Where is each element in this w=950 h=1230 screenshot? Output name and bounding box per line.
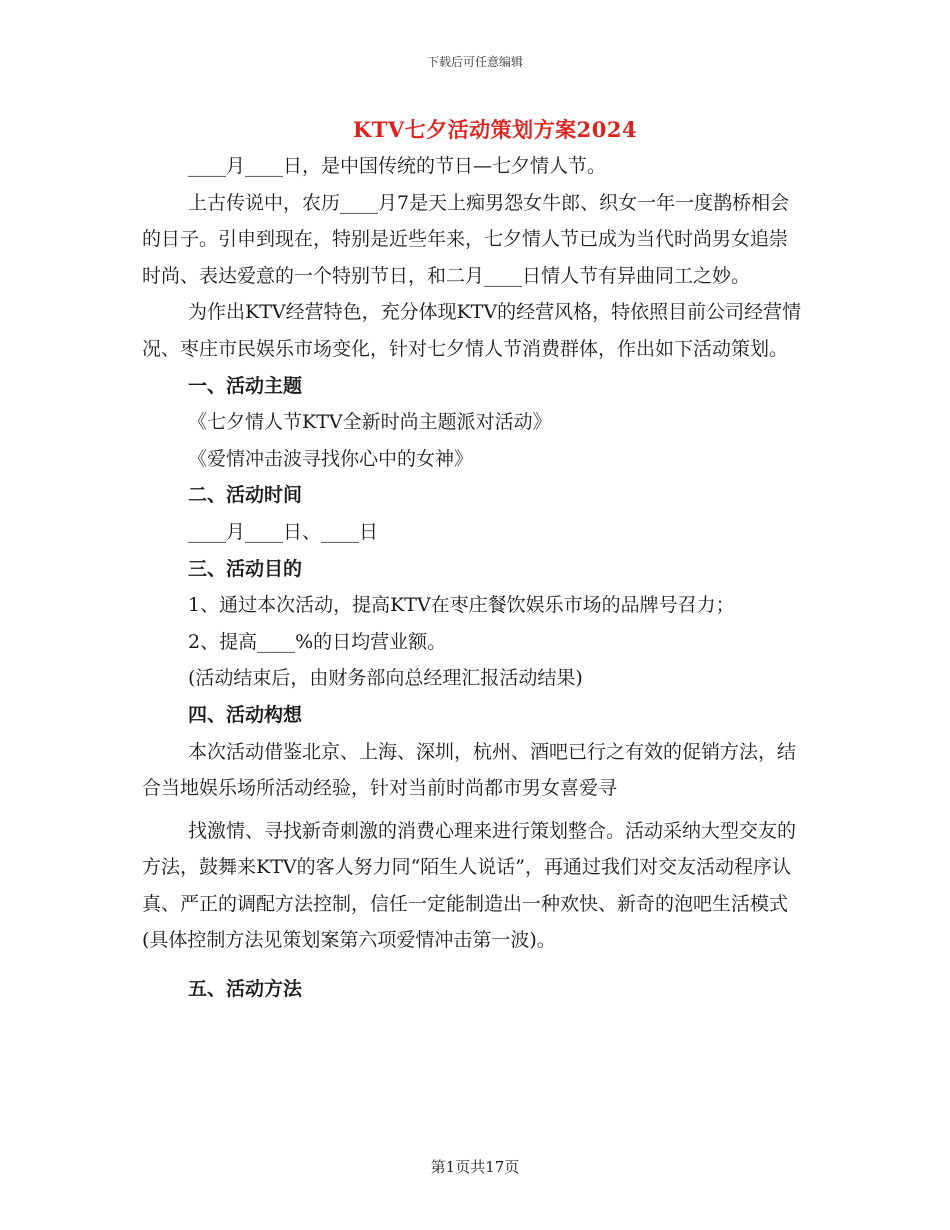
purpose-line-2: 2、提高____%的日均营业额。 xyxy=(188,630,447,653)
section-heading-time: 二、活动时间 xyxy=(188,484,303,507)
document-body xyxy=(142,148,802,1008)
section-heading-concept: 四、活动构想 xyxy=(188,703,303,726)
document-title: KTV七夕活动策划方案2024 xyxy=(352,117,638,142)
concept-paragraph-2: 找激情、寻找新奇刺激的消费心理来进行策划整合。活动采纳大型交友的方法，鼓舞来KTV的客人努力同“陌生人说话”，再通过我们对交友活动程序认真、严正的调配方法控制，信任一定能制造出一种欢快、新奇的泡吧生活模式(具体控制方法见策划案第六项爱情冲击第一波)。 xyxy=(142,819,797,952)
purpose-line-3: (活动结束后，由财务部向总经理汇报活动结果) xyxy=(188,667,583,690)
page-header: 下载后可任意编辑 xyxy=(426,55,523,69)
theme-line-2: 《爱情冲击波寻找你心中的女神》 xyxy=(188,447,474,470)
section-heading-method: 五、活动方法 xyxy=(188,978,303,1001)
page-footer: 第1页共17页 xyxy=(430,1158,520,1176)
intro-paragraph-3: 为作出KTV经营特色，充分体现KTV的经营风格，特依照目前公司经营情况、枣庄市民娱乐市场变化，针对七夕情人节消费群体，作出如下活动策划。 xyxy=(142,301,802,360)
theme-line-1: 《七夕情人节KTV全新时尚主题派对活动》 xyxy=(188,411,552,434)
section-heading-purpose: 三、活动目的 xyxy=(188,557,303,580)
purpose-line-1: 1、通过本次活动，提高KTV在枣庄餐饮娱乐市场的品牌号召力； xyxy=(188,594,735,617)
time-line-1: ____月____日、____日 xyxy=(188,520,379,543)
intro-paragraph-1: ____月____日，是中国传统的节日—七夕情人节。 xyxy=(188,155,607,177)
section-heading-theme: 一、活动主题 xyxy=(188,374,303,397)
intro-paragraph-2: 上古传说中，农历____月7是天上痴男怨女牛郎、织女一年一度鹊桥相会的日子。引申到现在，特别是近些年来，七夕情人节已成为当代时尚男女追崇时尚、表达爱意的一个特别节日，和二月____日情人节有异曲同工之妙。 xyxy=(142,191,790,287)
concept-paragraph-1: 本次活动借鉴北京、上海、深圳，杭州、酒吧已行之有效的促销方法，结合当地娱乐场所活动经验，针对当前时尚都市男女喜爱寻 xyxy=(142,740,797,800)
